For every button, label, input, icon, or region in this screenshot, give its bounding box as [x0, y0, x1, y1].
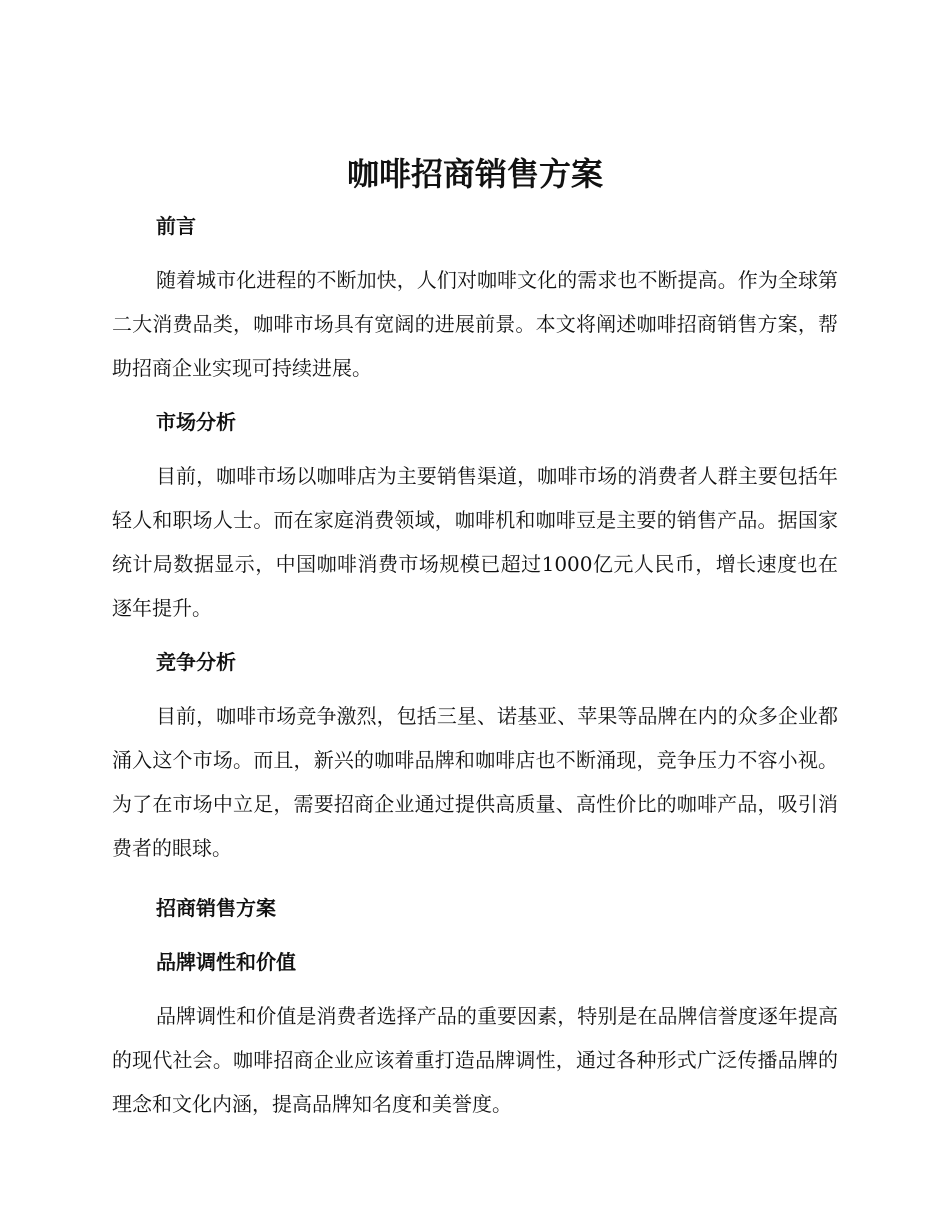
section-heading-sales-plan: 招商销售方案 — [156, 896, 276, 920]
paragraph-market-analysis: 目前，咖啡市场以咖啡店为主要销售渠道，咖啡市场的消费者人群主要包括年轻人和职场人士。而在家庭消费领域，咖啡机和咖啡豆是主要的销售产品。据国家统计局数据显示，中国咖啡消费市场规模已超过1000亿元人民币，增长速度也在逐年提升。 — [112, 464, 838, 620]
paragraph-brand-value: 品牌调性和价值是消费者选择产品的重要因素，特别是在品牌信誉度逐年提高的现代社会。咖啡招商企业应该着重打造品牌调性，通过各种形式广泛传播品牌的理念和文化内涵，提高品牌知名度和美誉度。 — [112, 1004, 838, 1116]
document-body — [112, 148, 838, 1126]
paragraph-competition-analysis: 目前，咖啡市场竞争激烈，包括三星、诺基亚、苹果等品牌在内的众多企业都涌入这个市场。而且，新兴的咖啡品牌和咖啡店也不断涌现，竞争压力不容小视。为了在市场中立足，需要招商企业通过提供高质量、高性价比的咖啡产品，吸引消费者的眼球。 — [112, 704, 838, 860]
paragraph-preface: 随着城市化进程的不断加快，人们对咖啡文化的需求也不断提高。作为全球第二大消费品类，咖啡市场具有宽阔的进展前景。本文将阐述咖啡招商销售方案，帮助招商企业实现可持续进展。 — [112, 268, 838, 380]
section-heading-competition-analysis: 竞争分析 — [156, 650, 236, 674]
section-heading-preface: 前言 — [156, 214, 196, 238]
section-heading-brand-value: 品牌调性和价值 — [156, 950, 296, 974]
section-heading-market-analysis: 市场分析 — [156, 410, 236, 434]
document-title: 咖啡招商销售方案 — [346, 155, 603, 193]
